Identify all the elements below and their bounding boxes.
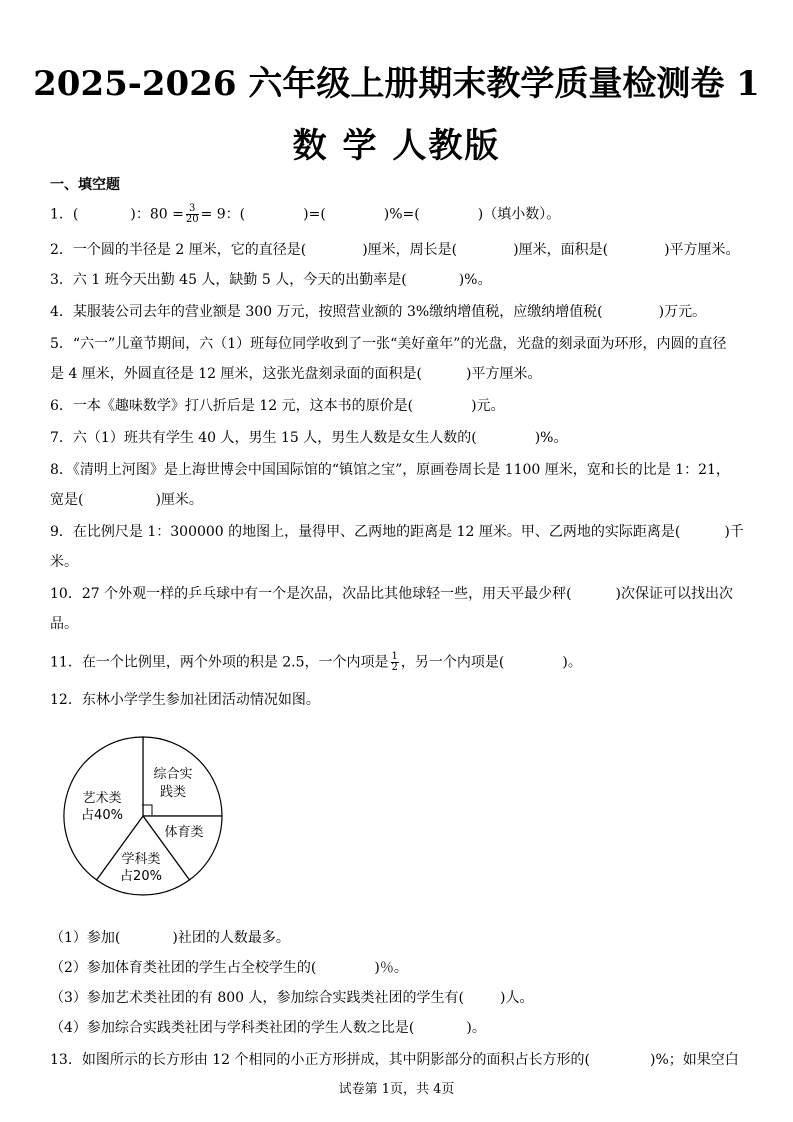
question-12-part-1: （1）参加( )社团的人数最多。 bbox=[50, 930, 290, 946]
slice-label: 综合实 bbox=[153, 767, 193, 782]
question-8: 8．《清明上河图》是上海世博会中国国际馆的“镇馆之宝”，原画卷周长是 1100 厘米，宽和长的比是 1：21， 宽是( )厘米。 bbox=[50, 462, 730, 508]
pie-chart bbox=[56, 730, 236, 900]
question-2: 2．一个圆的半径是 2 厘米，它的直径是( )厘米，周长是( )厘米，面积是( )平方厘米。 bbox=[50, 242, 740, 258]
question-7: 7．六（1）班共有学生 40 人，男生 15 人，男生人数是女生人数的( )%。 bbox=[50, 430, 568, 446]
slice-label: 占20% bbox=[120, 869, 162, 884]
question-3: 3．六 1 班今天出勤 45 人，缺勤 5 人，今天的出勤率是( )%。 bbox=[50, 272, 492, 288]
slice-label: 学科类 bbox=[121, 852, 161, 867]
question-6: 6．一本《趣味数学》打八折后是 12 元，这本书的原价是( )元。 bbox=[50, 398, 505, 414]
slice-label: 艺术类 bbox=[82, 791, 122, 806]
question-12-part-2: （2）参加体育类社团的学生占全校学生的( )％。 bbox=[50, 960, 408, 976]
question-12-part-4: （4）参加综合实践类社团与学科类社团的学生人数之比是( )。 bbox=[50, 1020, 486, 1036]
question-10: 10．27 个外观一样的乒乓球中有一个是次品，次品比其他球轻一些，用天平最少秤( )次保证可以找出次 品。 bbox=[50, 586, 734, 632]
question-9: 9．在比例尺是 1：300000 的地图上，量得甲、乙两地的距离是 12 厘米。甲、乙两地的实际距离是( )千 米。 bbox=[50, 524, 744, 570]
question-12: 12．东林小学学生参加社团活动情况如图。 bbox=[50, 692, 320, 708]
section-heading: 一、填空题 bbox=[50, 177, 120, 193]
exam-subtitle: 数 学 人教版 bbox=[292, 126, 501, 166]
question-12-part-3: （3）参加艺术类社团的有 800 人，参加综合实践类社团的学生有( )人。 bbox=[50, 990, 534, 1006]
slice-label: 体育类 bbox=[164, 825, 204, 840]
question-1: 1．( )：80 = $\frac{3}{20}$ = 9：( )=( )%=( )（填小数）。 bbox=[50, 203, 561, 225]
question-13: 13．如图所示的长方形由 12 个相同的小正方形拼成，其中阴影部分的面积占长方形的( )%；如果空白 bbox=[50, 1052, 739, 1068]
slice-label: 占40% bbox=[81, 808, 123, 823]
question-11: 11．在一个比例里，两个外项的积是 2.5，一个内项是 $\frac{1}{2}$ ，另一个内项是( )。 bbox=[50, 651, 582, 673]
exam-title: 2025-2026 六年级上册期末教学质量检测卷 1 bbox=[33, 64, 760, 104]
question-4: 4．某服装公司去年的营业额是 300 万元，按照营业额的 3%缴纳增值税，应缴纳增值税( )万元。 bbox=[50, 304, 707, 320]
slice-label: 践类 bbox=[159, 785, 187, 800]
question-5: 5．“六一”儿童节期间，六（1）班每位同学收到了一张“美好童年”的光盘，光盘的刻录面为环形，内圆的直径 是 4 厘米，外圆直径是 12 厘米，这张光盘刻录面的面积是( )平方厘米。 bbox=[50, 336, 727, 382]
fraction: $\frac{3}{20}$ bbox=[185, 203, 199, 225]
page-footer: 试卷第 1页，共 4页 bbox=[338, 1082, 455, 1097]
fraction: $\frac{1}{2}$ bbox=[391, 651, 398, 673]
